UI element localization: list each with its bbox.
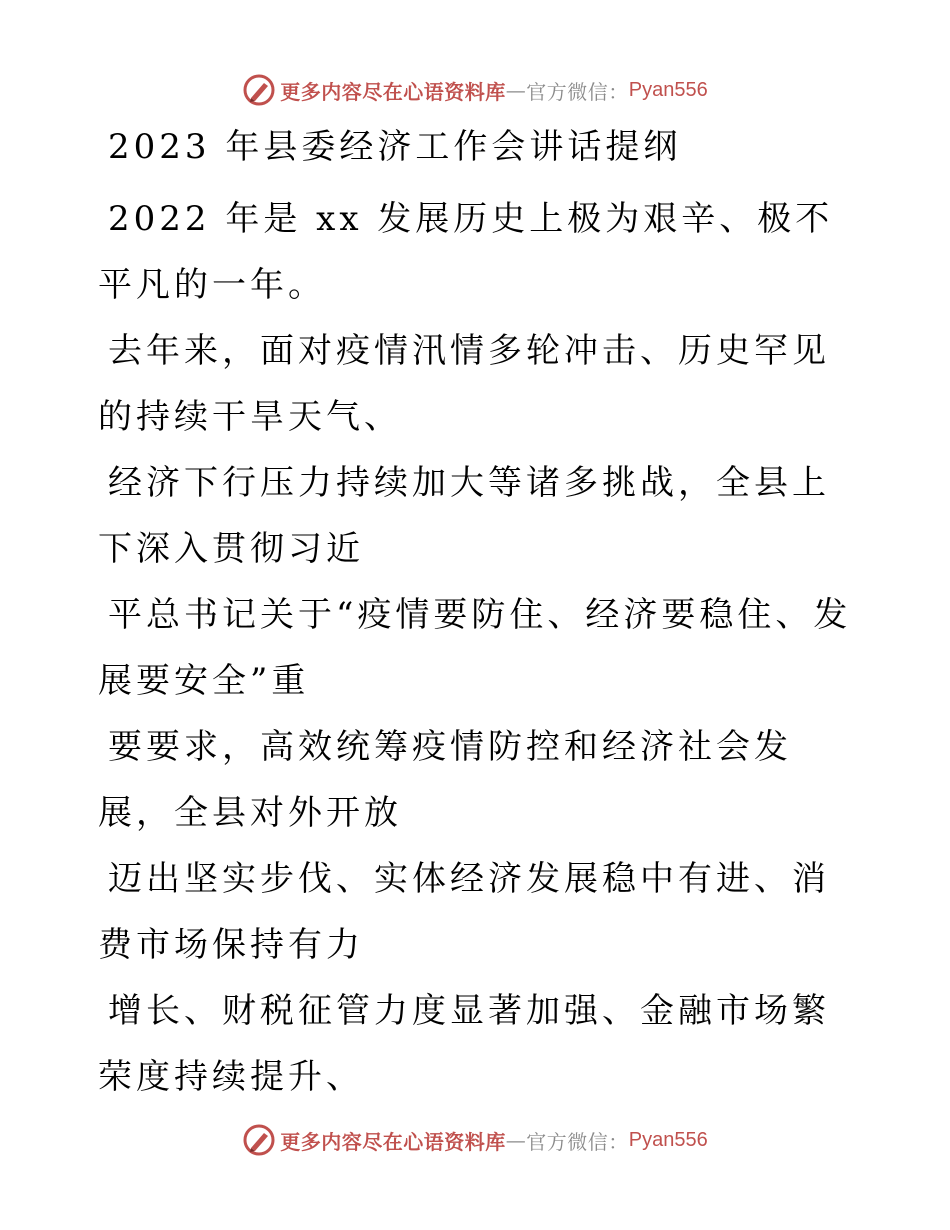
paragraph: 平总书记关于“疫情要防住、经济要稳住、发展要安全”重 (98, 595, 852, 701)
banner-sub-text: 官方微信： (526, 79, 629, 104)
document-body (98, 120, 858, 1110)
pen-logo-icon (242, 73, 276, 107)
banner-main-text: 更多内容尽在心语资料库 (280, 1129, 506, 1154)
banner-main-text: 更多内容尽在心语资料库 (280, 79, 506, 104)
banner-id-text: Pyan556 (628, 78, 708, 101)
paragraph: 2022 年是 xx 发展历史上极为艰辛、极不平凡的一年。 (98, 199, 834, 305)
banner-sub-text: 官方微信： (526, 1129, 629, 1154)
banner-dash: — (505, 78, 527, 102)
paragraph: 去年来，面对疫情汛情多轮冲击、历史罕见的持续干旱天气、 (98, 331, 830, 437)
paragraph: 要要求，高效统筹疫情防控和经济社会发展，全县对外开放 (98, 727, 792, 833)
document-title: 2023 年县委经济工作会讲话提纲 (108, 127, 682, 167)
paragraph: 增长、财税征管力度显著加强、金融市场繁荣度持续提升、 (98, 991, 830, 1097)
pen-logo-icon (242, 1123, 276, 1157)
paragraph: 迈出坚实步伐、实体经济发展稳中有进、消费市场保持有力 (98, 859, 830, 965)
header-banner (0, 68, 950, 112)
banner-id-text: Pyan556 (628, 1128, 708, 1151)
banner-dash: — (505, 1128, 527, 1152)
footer-banner (0, 1118, 950, 1162)
paragraph: 经济下行压力持续加大等诸多挑战，全县上下深入贯彻习近 (98, 463, 830, 569)
